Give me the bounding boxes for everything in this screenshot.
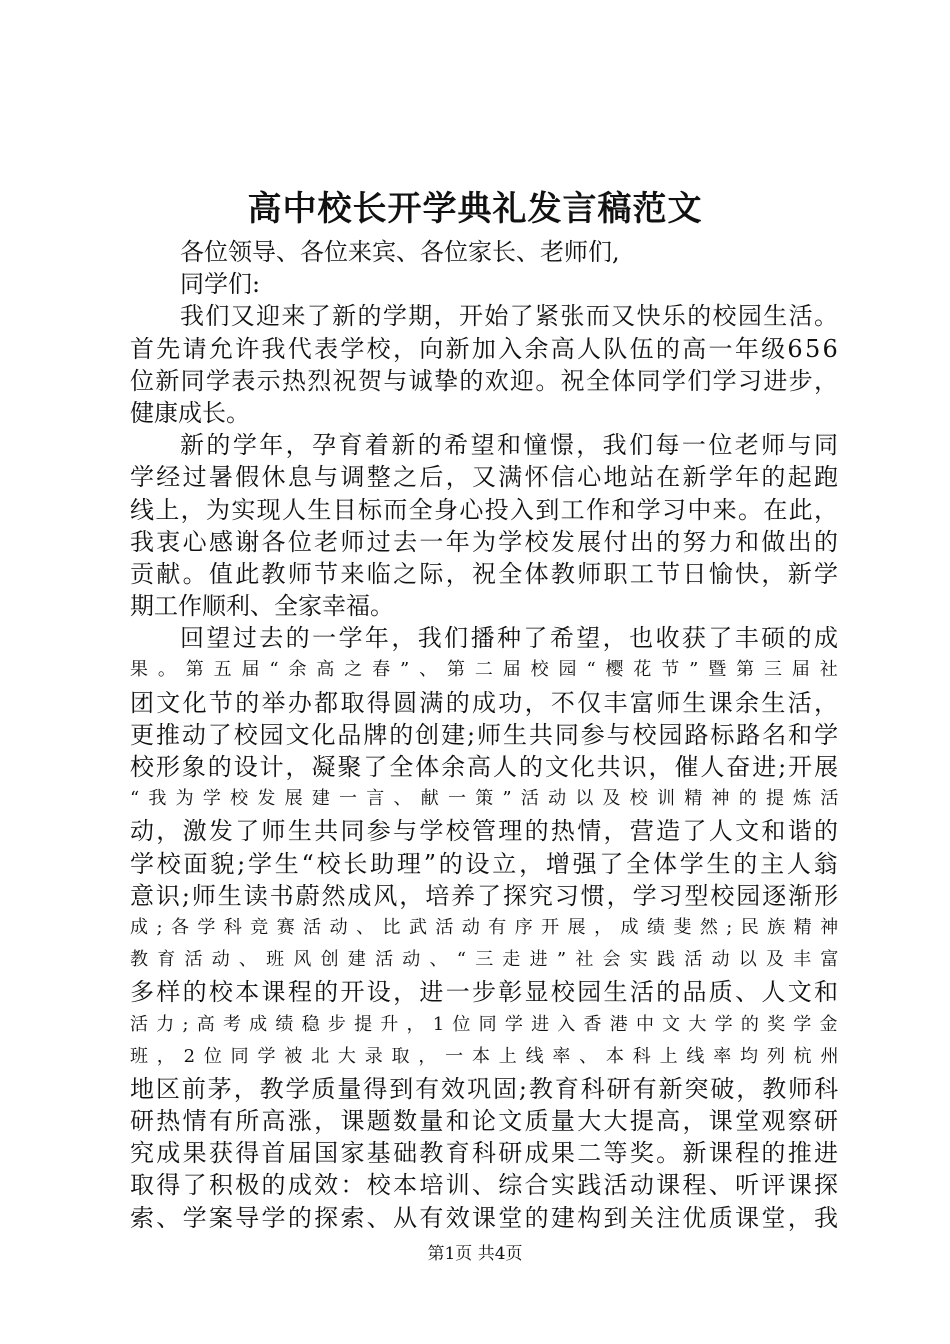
text-line xyxy=(130,1009,846,1041)
text-line xyxy=(130,654,848,686)
text-line-content: 成;各学科竞赛活动、比武活动有序开展，成绩斐然;民族精神 xyxy=(130,916,847,938)
text-line xyxy=(130,1137,841,1169)
text-line xyxy=(130,461,841,493)
text-line-content: 动，激发了师生共同参与学校管理的热情，营造了人文和谐的 xyxy=(130,817,841,846)
text-line-content: 团文化节的举办都取得圆满的成功，不仅丰富师生课余生活， xyxy=(130,688,841,717)
text-line-content: 同学们: xyxy=(180,270,261,299)
text-line-content: 取得了积极的成效：校本培训、综合实践活动课程、听评课探 xyxy=(130,1171,841,1200)
text-line-content: 更推动了校园文化品牌的创建;师生共同参与校园路标路名和学 xyxy=(130,720,841,749)
text-line-content: 期工作顺利、全家幸福。 xyxy=(130,592,394,621)
text-line-content: 新的学年，孕育着新的希望和憧憬，我们每一位老师与同 xyxy=(180,431,841,460)
text-line-content: 研热情有所高涨，课题数量和论文质量大大提高，课堂观察研 xyxy=(130,1107,841,1136)
text-line xyxy=(130,687,841,719)
text-line xyxy=(130,365,838,397)
text-line-content: 首先请允许我代表学校，向新加入余高人队伍的高一年级656 xyxy=(130,334,841,363)
text-line xyxy=(130,300,838,332)
text-line-content: 地区前茅，教学质量得到有效巩固;教育科研有新突破，教师科 xyxy=(130,1074,841,1103)
text-line xyxy=(130,912,847,944)
document-title: 高中校长开学典礼发言稿范文 xyxy=(247,189,703,229)
text-line-content: 班，2位同学被北大录取，一本上线率、本科上线率均列杭州 xyxy=(130,1045,848,1067)
text-line-content: 线上，为实现人生目标而全身心投入到工作和学习中来。在此， xyxy=(130,495,840,524)
text-line xyxy=(130,848,841,880)
text-line-content: 我衷心感谢各位老师过去一年为学校发展付出的努力和做出的 xyxy=(130,527,841,556)
text-line xyxy=(130,1169,841,1201)
text-line-content: 教育活动、班风创建活动、“三走进”社会实践活动以及丰富 xyxy=(130,949,848,971)
text-line xyxy=(130,526,841,558)
text-line xyxy=(130,783,848,815)
text-line xyxy=(130,1202,841,1234)
text-line xyxy=(130,494,838,526)
text-line xyxy=(130,429,841,461)
text-line xyxy=(130,1105,841,1137)
text-line xyxy=(130,1073,841,1105)
text-line xyxy=(130,622,841,654)
text-line-content: 学经过暑假休息与调整之后，又满怀信心地站在新学年的起跑 xyxy=(130,463,841,492)
text-line xyxy=(130,268,838,300)
text-line xyxy=(130,880,841,912)
text-line xyxy=(130,333,841,365)
text-line-content: 健康成长。 xyxy=(130,398,250,427)
text-line xyxy=(130,815,841,847)
text-line xyxy=(130,719,841,751)
text-line xyxy=(130,944,848,976)
text-line xyxy=(130,751,841,783)
text-line-content: 贡献。值此教师节来临之际，祝全体教师职工节日愉快，新学 xyxy=(130,559,841,588)
page-footer: 第1页 共4页 xyxy=(427,1244,523,1264)
document-body xyxy=(130,236,848,1234)
text-line-content: 意识;师生读书蔚然成风，培养了探究习惯，学习型校园逐渐形 xyxy=(130,881,841,910)
text-line-content: 位新同学表示热烈祝贺与诚挚的欢迎。祝全体同学们学习进步， xyxy=(130,366,840,395)
text-line xyxy=(130,397,838,429)
text-line-content: 回望过去的一学年，我们播种了希望，也收获了丰硕的成 xyxy=(180,624,841,653)
text-line xyxy=(130,236,838,268)
text-line-content: 多样的校本课程的开设，进一步彰显校园生活的品质、人文和 xyxy=(130,978,841,1007)
text-line xyxy=(130,558,841,590)
text-line xyxy=(130,1041,848,1073)
text-line-content: 究成果获得首届国家基础教育科研成果二等奖。新课程的推进 xyxy=(130,1139,841,1168)
text-line-content: 我们又迎来了新的学期，开始了紧张而又快乐的校园生活。 xyxy=(180,302,840,331)
text-line xyxy=(130,590,838,622)
text-line-content: 果。第五届“余高之春”、第二届校园“樱花节”暨第三届社 xyxy=(130,659,848,681)
text-line-content: 索、学案导学的探索、从有效课堂的建构到关注优质课堂，我 xyxy=(130,1203,841,1232)
text-line xyxy=(130,976,841,1008)
text-line-content: 学校面貌;学生“校长助理”的设立，增强了全体学生的主人翁 xyxy=(130,849,841,878)
text-line-content: “我为学校发展建一言、献一策”活动以及校训精神的提炼活 xyxy=(130,788,848,810)
text-line-content: 校形象的设计，凝聚了全体余高人的文化共识，催人奋进;开展 xyxy=(130,753,841,781)
text-line-content: 活力;高考成绩稳步提升，1位同学进入香港中文大学的奖学金 xyxy=(130,1013,846,1035)
text-line-content: 各位领导、各位来宾、各位家长、老师们, xyxy=(180,238,620,266)
